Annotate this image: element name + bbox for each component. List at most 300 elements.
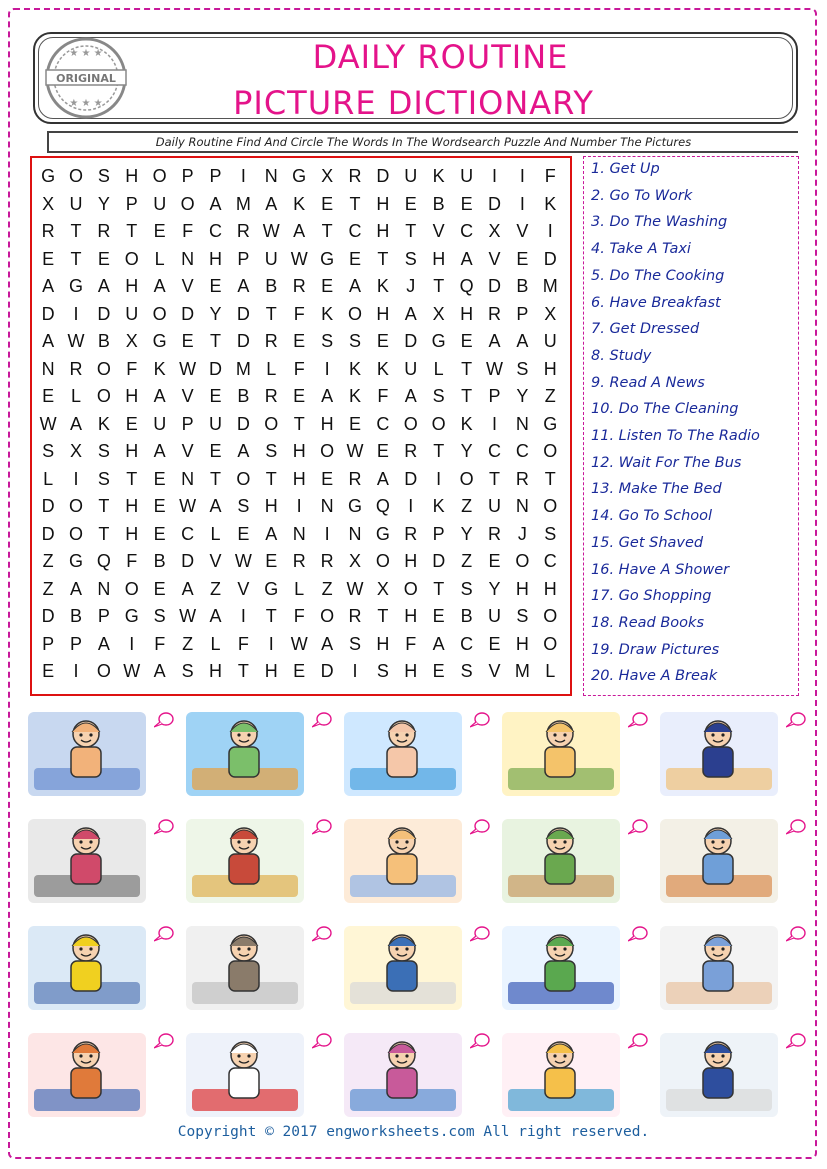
grid-letter[interactable]: B — [237, 386, 250, 406]
grid-letter[interactable]: D — [181, 551, 195, 571]
grid-letter[interactable]: Y — [460, 523, 473, 544]
answer-bubble-icon[interactable] — [786, 712, 806, 728]
grid-letter[interactable]: B — [516, 276, 529, 296]
answer-bubble-icon[interactable] — [786, 926, 806, 942]
grid-letter[interactable]: T — [237, 661, 249, 681]
grid-letter[interactable]: K — [153, 358, 166, 379]
answer-bubble-icon[interactable] — [628, 926, 648, 942]
grid-letter[interactable]: A — [265, 193, 278, 214]
grid-letter[interactable]: E — [488, 633, 501, 654]
grid-letter[interactable]: Z — [461, 551, 473, 571]
grid-letter[interactable]: K — [432, 166, 445, 186]
grid-letter[interactable]: E — [209, 386, 222, 406]
grid-letter[interactable]: D — [181, 303, 195, 324]
grid-letter[interactable]: O — [403, 413, 418, 434]
grid-letter[interactable]: I — [73, 661, 79, 681]
grid-letter[interactable]: I — [129, 633, 135, 654]
grid-letter[interactable]: R — [292, 551, 306, 571]
grid-letter[interactable]: D — [487, 193, 501, 214]
grid-letter[interactable]: R — [320, 551, 334, 571]
grid-letter[interactable]: M — [235, 193, 251, 214]
grid-letter[interactable]: O — [431, 413, 446, 434]
grid-letter[interactable]: W — [346, 441, 364, 461]
grid-letter[interactable]: S — [460, 661, 473, 681]
grid-letter[interactable]: F — [377, 386, 389, 406]
grid-letter[interactable]: A — [181, 578, 194, 599]
grid-letter[interactable]: H — [208, 661, 222, 681]
grid-letter[interactable]: S — [348, 633, 361, 654]
grid-letter[interactable]: D — [432, 551, 446, 571]
grid-letter[interactable]: S — [516, 358, 529, 379]
grid-letter[interactable]: O — [543, 606, 558, 626]
grid-letter[interactable]: I — [491, 166, 497, 186]
grid-letter[interactable]: T — [349, 193, 361, 214]
grid-letter[interactable]: E — [125, 413, 138, 434]
grid-letter[interactable]: T — [265, 468, 277, 489]
grid-letter[interactable]: R — [69, 358, 83, 379]
grid-letter[interactable]: T — [98, 496, 110, 516]
grid-letter[interactable]: Z — [42, 551, 54, 571]
grid-letter[interactable]: C — [460, 633, 474, 654]
grid-letter[interactable]: E — [42, 248, 55, 269]
grid-letter[interactable]: A — [348, 276, 361, 296]
grid-letter[interactable]: O — [320, 441, 335, 461]
grid-letter[interactable]: A — [209, 496, 222, 516]
grid-letter[interactable]: U — [543, 331, 557, 351]
grid-letter[interactable]: U — [264, 248, 278, 269]
grid-letter[interactable]: A — [153, 661, 166, 681]
grid-letter[interactable]: Y — [460, 441, 473, 461]
grid-letter[interactable]: E — [488, 551, 501, 571]
grid-letter[interactable]: O — [96, 661, 111, 681]
grid-letter[interactable]: R — [487, 303, 501, 324]
grid-letter[interactable]: B — [265, 276, 278, 296]
grid-letter[interactable]: G — [320, 248, 335, 269]
grid-letter[interactable]: I — [324, 523, 330, 544]
grid-letter[interactable]: P — [42, 633, 55, 654]
grid-letter[interactable]: E — [153, 221, 166, 241]
grid-letter[interactable]: X — [432, 303, 445, 324]
grid-letter[interactable]: P — [488, 386, 501, 406]
answer-bubble-icon[interactable] — [470, 1033, 490, 1049]
grid-letter[interactable]: D — [41, 606, 55, 626]
grid-letter[interactable]: U — [69, 193, 83, 214]
grid-letter[interactable]: E — [376, 331, 389, 351]
grid-letter[interactable]: K — [544, 193, 557, 214]
grid-letter[interactable]: E — [181, 331, 194, 351]
answer-bubble-icon[interactable] — [628, 1033, 648, 1049]
grid-letter[interactable]: T — [377, 248, 389, 269]
grid-letter[interactable]: A — [516, 331, 529, 351]
grid-letter[interactable]: Z — [544, 386, 556, 406]
grid-letter[interactable]: D — [41, 523, 55, 544]
grid-letter[interactable]: B — [153, 551, 166, 571]
grid-letter[interactable]: E — [348, 248, 361, 269]
grid-letter[interactable]: W — [67, 331, 85, 351]
grid-letter[interactable]: P — [209, 166, 222, 186]
grid-letter[interactable]: T — [405, 221, 417, 241]
grid-letter[interactable]: C — [181, 523, 195, 544]
grid-letter[interactable]: D — [41, 496, 55, 516]
grid-letter[interactable]: S — [348, 331, 361, 351]
grid-letter[interactable]: D — [41, 303, 55, 324]
wordsearch-grid[interactable] — [30, 156, 572, 696]
grid-letter[interactable]: I — [268, 633, 274, 654]
grid-letter[interactable]: N — [348, 523, 362, 544]
grid-letter[interactable]: P — [181, 413, 194, 434]
grid-letter[interactable]: V — [181, 386, 194, 406]
grid-letter[interactable]: Y — [209, 303, 222, 324]
grid-letter[interactable]: I — [240, 606, 246, 626]
grid-letter[interactable]: H — [125, 276, 139, 296]
grid-letter[interactable]: E — [348, 413, 361, 434]
grid-letter[interactable]: H — [376, 303, 390, 324]
grid-letter[interactable]: V — [488, 661, 501, 681]
grid-letter[interactable]: E — [293, 661, 306, 681]
grid-letter[interactable]: V — [181, 276, 194, 296]
grid-letter[interactable]: E — [153, 496, 166, 516]
grid-letter[interactable]: H — [125, 523, 139, 544]
grid-letter[interactable]: O — [543, 633, 558, 654]
grid-letter[interactable]: U — [404, 166, 418, 186]
grid-letter[interactable]: K — [460, 413, 473, 434]
grid-letter[interactable]: V — [488, 248, 501, 269]
grid-letter[interactable]: P — [237, 248, 250, 269]
grid-letter[interactable]: I — [296, 496, 302, 516]
grid-letter[interactable]: A — [153, 276, 166, 296]
grid-letter[interactable]: T — [70, 248, 82, 269]
grid-letter[interactable]: O — [96, 358, 111, 379]
grid-letter[interactable]: W — [262, 221, 280, 241]
grid-letter[interactable]: N — [181, 248, 195, 269]
grid-letter[interactable]: L — [294, 578, 305, 599]
grid-letter[interactable]: A — [265, 523, 278, 544]
grid-letter[interactable]: I — [240, 166, 246, 186]
grid-letter[interactable]: A — [97, 633, 110, 654]
answer-bubble-icon[interactable] — [154, 926, 174, 942]
grid-letter[interactable]: A — [69, 413, 82, 434]
grid-letter[interactable]: P — [516, 303, 529, 324]
grid-letter[interactable]: E — [209, 276, 222, 296]
grid-letter[interactable]: G — [41, 166, 56, 186]
grid-letter[interactable]: S — [432, 386, 445, 406]
grid-letter[interactable]: Y — [97, 193, 110, 214]
grid-letter[interactable]: S — [404, 248, 417, 269]
grid-letter[interactable]: E — [432, 606, 445, 626]
grid-letter[interactable]: A — [42, 276, 55, 296]
grid-letter[interactable]: A — [432, 633, 445, 654]
grid-letter[interactable]: E — [97, 248, 110, 269]
answer-bubble-icon[interactable] — [470, 712, 490, 728]
grid-letter[interactable]: C — [348, 221, 362, 241]
grid-letter[interactable]: F — [237, 633, 249, 654]
grid-letter[interactable]: X — [348, 551, 361, 571]
grid-letter[interactable]: D — [320, 661, 334, 681]
grid-letter[interactable]: X — [42, 193, 55, 214]
grid-letter[interactable]: D — [404, 331, 418, 351]
grid-letter[interactable]: T — [98, 523, 110, 544]
grid-letter[interactable]: U — [153, 413, 167, 434]
grid-letter[interactable]: D — [236, 303, 250, 324]
grid-letter[interactable]: T — [377, 606, 389, 626]
grid-letter[interactable]: W — [485, 358, 503, 379]
grid-letter[interactable]: V — [237, 578, 250, 599]
grid-letter[interactable]: O — [459, 468, 474, 489]
grid-letter[interactable]: P — [432, 523, 445, 544]
grid-letter[interactable]: M — [235, 358, 251, 379]
grid-letter[interactable]: I — [519, 166, 525, 186]
grid-letter[interactable]: E — [42, 386, 55, 406]
grid-letter[interactable]: H — [264, 661, 278, 681]
grid-letter[interactable]: E — [153, 523, 166, 544]
answer-bubble-icon[interactable] — [628, 712, 648, 728]
grid-letter[interactable]: B — [69, 606, 82, 626]
grid-letter[interactable]: E — [293, 386, 306, 406]
grid-letter[interactable]: W — [290, 633, 308, 654]
answer-bubble-icon[interactable] — [312, 712, 332, 728]
grid-letter[interactable]: N — [515, 413, 529, 434]
grid-letter[interactable]: J — [406, 276, 416, 296]
grid-letter[interactable]: B — [432, 193, 445, 214]
grid-letter[interactable]: H — [264, 496, 278, 516]
grid-letter[interactable]: Q — [375, 496, 390, 516]
grid-letter[interactable]: T — [433, 441, 445, 461]
grid-letter[interactable]: L — [70, 386, 81, 406]
grid-letter[interactable]: O — [236, 468, 251, 489]
grid-letter[interactable]: A — [237, 441, 250, 461]
grid-letter[interactable]: F — [154, 633, 166, 654]
grid-letter[interactable]: G — [292, 166, 307, 186]
grid-letter[interactable]: R — [348, 468, 362, 489]
grid-letter[interactable]: A — [69, 578, 82, 599]
grid-letter[interactable]: H — [404, 661, 418, 681]
grid-letter[interactable]: R — [404, 441, 418, 461]
grid-letter[interactable]: A — [209, 606, 222, 626]
grid-letter[interactable]: O — [68, 496, 83, 516]
grid-letter[interactable]: A — [153, 386, 166, 406]
grid-letter[interactable]: A — [293, 221, 306, 241]
grid-letter[interactable]: L — [545, 661, 556, 681]
grid-letter[interactable]: C — [460, 221, 474, 241]
grid-letter[interactable]: Q — [459, 276, 474, 296]
grid-letter[interactable]: S — [181, 661, 194, 681]
grid-letter[interactable]: O — [124, 248, 139, 269]
grid-letter[interactable]: E — [153, 578, 166, 599]
grid-letter[interactable]: U — [404, 358, 418, 379]
grid-letter[interactable]: S — [153, 606, 166, 626]
grid-letter[interactable]: N — [515, 496, 529, 516]
grid-letter[interactable]: V — [432, 221, 445, 241]
grid-letter[interactable]: X — [125, 331, 138, 351]
grid-letter[interactable]: O — [320, 606, 335, 626]
grid-letter[interactable]: S — [265, 441, 278, 461]
answer-bubble-icon[interactable] — [786, 819, 806, 835]
grid-letter[interactable]: P — [69, 633, 82, 654]
grid-letter[interactable]: O — [96, 386, 111, 406]
grid-letter[interactable]: E — [209, 441, 222, 461]
grid-letter[interactable]: V — [181, 441, 194, 461]
grid-letter[interactable]: U — [487, 606, 501, 626]
answer-bubble-icon[interactable] — [628, 819, 648, 835]
grid-letter[interactable]: A — [376, 468, 389, 489]
grid-letter[interactable]: K — [432, 496, 445, 516]
grid-letter[interactable]: O — [403, 578, 418, 599]
grid-letter[interactable]: G — [375, 523, 390, 544]
answer-bubble-icon[interactable] — [312, 819, 332, 835]
grid-letter[interactable]: D — [236, 413, 250, 434]
grid-letter[interactable]: V — [209, 551, 222, 571]
grid-letter[interactable]: S — [97, 468, 110, 489]
grid-letter[interactable]: L — [154, 248, 165, 269]
grid-letter[interactable]: I — [436, 468, 442, 489]
grid-letter[interactable]: C — [487, 441, 501, 461]
grid-letter[interactable]: F — [405, 633, 417, 654]
grid-letter[interactable]: F — [182, 221, 194, 241]
grid-letter[interactable]: Z — [209, 578, 221, 599]
grid-letter[interactable]: F — [293, 358, 305, 379]
grid-letter[interactable]: E — [153, 468, 166, 489]
grid-letter[interactable]: R — [348, 166, 362, 186]
grid-letter[interactable]: A — [97, 276, 110, 296]
grid-letter[interactable]: H — [432, 248, 446, 269]
grid-letter[interactable]: N — [97, 578, 111, 599]
grid-letter[interactable]: U — [208, 413, 222, 434]
grid-letter[interactable]: I — [324, 358, 330, 379]
grid-letter[interactable]: A — [404, 303, 417, 324]
grid-letter[interactable]: Z — [321, 578, 333, 599]
grid-letter[interactable]: R — [515, 468, 529, 489]
grid-letter[interactable]: G — [431, 331, 446, 351]
grid-letter[interactable]: I — [491, 413, 497, 434]
grid-letter[interactable]: T — [265, 303, 277, 324]
grid-letter[interactable]: O — [375, 551, 390, 571]
grid-letter[interactable]: V — [516, 221, 529, 241]
grid-letter[interactable]: X — [69, 441, 82, 461]
grid-letter[interactable]: H — [292, 441, 306, 461]
grid-letter[interactable]: O — [347, 303, 362, 324]
grid-letter[interactable]: R — [348, 606, 362, 626]
grid-letter[interactable]: O — [543, 496, 558, 516]
grid-letter[interactable]: S — [376, 661, 389, 681]
grid-letter[interactable]: H — [208, 248, 222, 269]
answer-bubble-icon[interactable] — [470, 926, 490, 942]
grid-letter[interactable]: W — [234, 551, 252, 571]
grid-letter[interactable]: F — [126, 551, 138, 571]
grid-letter[interactable]: E — [293, 331, 306, 351]
grid-letter[interactable]: C — [208, 221, 222, 241]
grid-letter[interactable]: R — [236, 221, 250, 241]
grid-letter[interactable]: A — [237, 276, 250, 296]
grid-letter[interactable]: A — [321, 386, 334, 406]
grid-letter[interactable]: S — [460, 578, 473, 599]
grid-letter[interactable]: R — [404, 523, 418, 544]
grid-letter[interactable]: Y — [516, 386, 529, 406]
grid-letter[interactable]: D — [97, 303, 111, 324]
grid-letter[interactable]: O — [152, 303, 167, 324]
grid-letter[interactable]: R — [487, 523, 501, 544]
grid-letter[interactable]: E — [404, 193, 417, 214]
grid-letter[interactable]: O — [68, 166, 83, 186]
grid-letter[interactable]: S — [42, 441, 55, 461]
grid-letter[interactable]: T — [321, 221, 333, 241]
grid-letter[interactable]: S — [237, 496, 250, 516]
grid-letter[interactable]: L — [266, 358, 277, 379]
grid-letter[interactable]: S — [321, 331, 334, 351]
grid-letter[interactable]: E — [265, 551, 278, 571]
grid-letter[interactable]: H — [376, 221, 390, 241]
grid-letter[interactable]: U — [460, 166, 474, 186]
grid-letter[interactable]: U — [487, 496, 501, 516]
grid-letter[interactable]: A — [153, 441, 166, 461]
grid-letter[interactable]: H — [125, 386, 139, 406]
grid-letter[interactable]: T — [461, 358, 473, 379]
grid-letter[interactable]: E — [321, 468, 334, 489]
grid-letter[interactable]: T — [209, 468, 221, 489]
grid-letter[interactable]: F — [293, 303, 305, 324]
grid-letter[interactable]: H — [376, 193, 390, 214]
grid-letter[interactable]: D — [404, 468, 418, 489]
grid-letter[interactable]: N — [264, 166, 278, 186]
grid-letter[interactable]: H — [543, 578, 557, 599]
grid-letter[interactable]: H — [125, 496, 139, 516]
grid-letter[interactable]: I — [408, 496, 414, 516]
grid-letter[interactable]: C — [376, 413, 390, 434]
grid-letter[interactable]: N — [41, 358, 55, 379]
grid-letter[interactable]: D — [376, 166, 390, 186]
grid-letter[interactable]: N — [181, 468, 195, 489]
grid-letter[interactable]: O — [152, 166, 167, 186]
grid-letter[interactable]: G — [124, 606, 139, 626]
grid-letter[interactable]: C — [515, 441, 529, 461]
answer-bubble-icon[interactable] — [470, 819, 490, 835]
grid-letter[interactable]: Z — [42, 578, 54, 599]
grid-letter[interactable]: W — [290, 248, 308, 269]
grid-letter[interactable]: L — [43, 468, 54, 489]
grid-letter[interactable]: T — [488, 468, 500, 489]
grid-letter[interactable]: T — [433, 578, 445, 599]
grid-letter[interactable]: X — [376, 578, 389, 599]
grid-letter[interactable]: E — [516, 248, 529, 269]
grid-letter[interactable]: L — [210, 633, 221, 654]
grid-letter[interactable]: H — [125, 166, 139, 186]
grid-letter[interactable]: D — [208, 358, 222, 379]
grid-letter[interactable]: S — [516, 606, 529, 626]
grid-letter[interactable]: E — [321, 276, 334, 296]
grid-letter[interactable]: T — [461, 386, 473, 406]
grid-letter[interactable]: G — [68, 551, 83, 571]
grid-letter[interactable]: U — [125, 303, 139, 324]
grid-letter[interactable]: J — [517, 523, 527, 544]
grid-letter[interactable]: O — [180, 193, 195, 214]
answer-bubble-icon[interactable] — [154, 819, 174, 835]
grid-letter[interactable]: I — [73, 468, 79, 489]
grid-letter[interactable]: K — [97, 413, 110, 434]
grid-letter[interactable]: E — [460, 331, 473, 351]
grid-letter[interactable]: X — [544, 303, 557, 324]
grid-letter[interactable]: T — [433, 276, 445, 296]
grid-letter[interactable]: Y — [488, 578, 501, 599]
grid-letter[interactable]: I — [352, 661, 358, 681]
grid-letter[interactable]: A — [404, 386, 417, 406]
grid-letter[interactable]: Q — [96, 551, 111, 571]
grid-letter[interactable]: F — [126, 358, 138, 379]
grid-letter[interactable]: W — [346, 578, 364, 599]
grid-letter[interactable]: D — [543, 248, 557, 269]
grid-letter[interactable]: L — [433, 358, 444, 379]
grid-letter[interactable]: O — [264, 413, 279, 434]
grid-letter[interactable]: H — [404, 551, 418, 571]
grid-letter[interactable]: A — [488, 331, 501, 351]
